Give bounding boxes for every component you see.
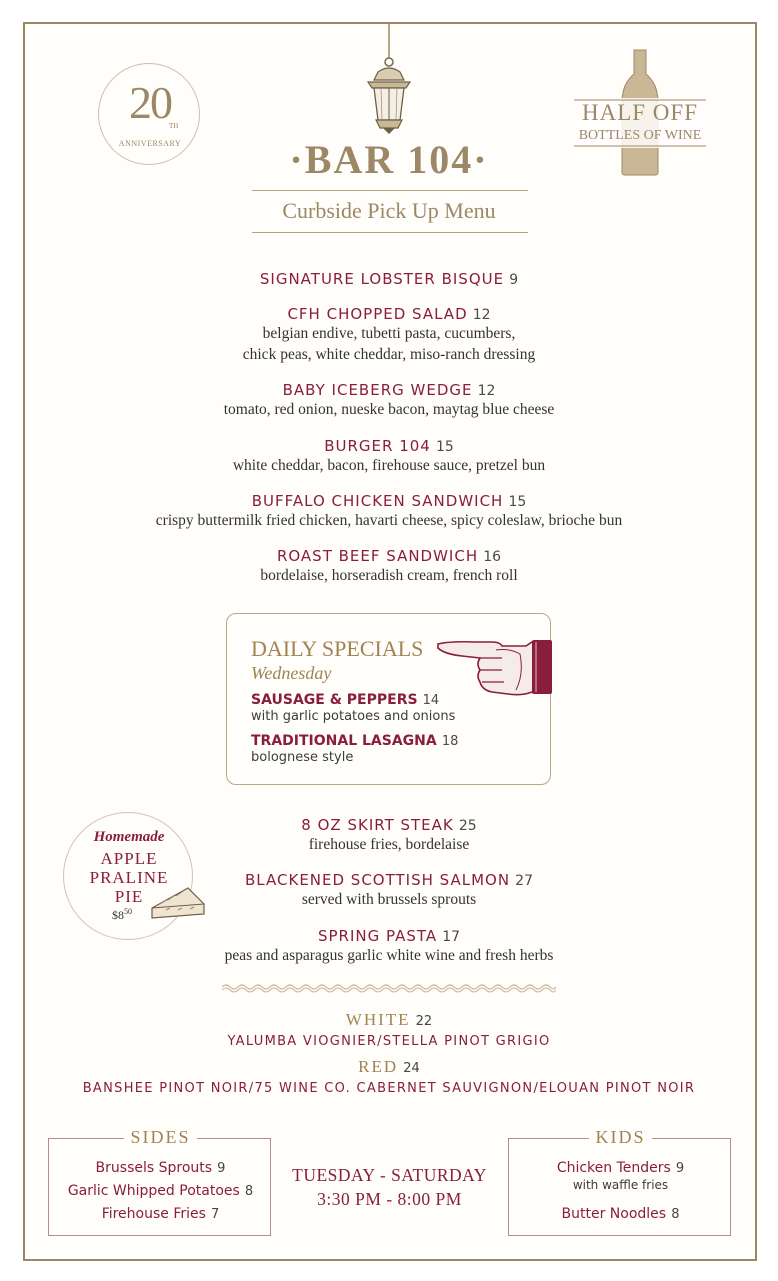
side-price: 8 — [244, 1184, 254, 1199]
item-price: 16 — [483, 549, 502, 565]
menu-subtitle: Curbside Pick Up Menu — [282, 198, 496, 223]
side-item — [49, 1157, 272, 1176]
dessert-price — [112, 907, 132, 923]
wine-white-list: YALUMBA VIOGNIER/STELLA PINOT GRIGIO — [227, 1034, 551, 1049]
lantern-icon — [352, 24, 426, 136]
menu-item — [0, 304, 778, 323]
pointing-hand-icon — [436, 634, 554, 700]
item-price: 12 — [472, 307, 491, 323]
special-item — [251, 689, 439, 708]
side-name: Brussels Sprouts — [95, 1160, 213, 1176]
menu-item — [0, 436, 778, 455]
wavy-divider — [222, 980, 556, 994]
item-desc: served with brussels sprouts — [301, 891, 477, 908]
item-price: 25 — [458, 818, 477, 834]
special-desc: with garlic potatoes and onions — [251, 709, 456, 724]
hours-days: TUESDAY - SATURDAY — [292, 1165, 487, 1185]
wine-red-list: BANSHEE PINOT NOIR/75 WINE CO. CABERNET SAUVIGNON/ELOUAN PINOT NOIR — [82, 1081, 696, 1096]
dessert-name-line: PRALINE — [89, 868, 169, 887]
special-name: SAUSAGE & PEPPERS — [251, 692, 418, 708]
menu-item — [0, 546, 778, 565]
item-desc: white cheddar, bacon, firehouse sauce, pretzel bun — [232, 457, 546, 474]
side-name: Firehouse Fries — [101, 1206, 206, 1222]
item-name: SIGNATURE LOBSTER BISQUE — [259, 270, 505, 288]
special-desc: bolognese style — [251, 750, 354, 765]
kids-price: 9 — [675, 1161, 685, 1176]
specials-title: DAILY SPECIALS — [251, 636, 424, 661]
item-price: 27 — [515, 873, 533, 889]
dessert-name-line: APPLE — [100, 849, 158, 868]
anniversary-number: 20 — [129, 77, 171, 128]
dessert-price-dollars: $8 — [112, 908, 124, 922]
item-name: 8 OZ SKIRT STEAK — [301, 816, 454, 834]
side-name: Garlic Whipped Potatoes — [67, 1183, 240, 1199]
kids-box — [508, 1127, 731, 1236]
item-name: ROAST BEEF SANDWICH — [276, 547, 479, 565]
item-price: 15 — [435, 439, 454, 455]
wine-red-heading — [0, 1057, 778, 1077]
item-name: BUFFALO CHICKEN SANDWICH — [251, 492, 504, 510]
side-item — [49, 1180, 272, 1199]
kids-heading-wrap — [509, 1127, 732, 1148]
menu-item — [0, 870, 778, 889]
item-desc: chick peas, white cheddar, miso-ranch dressing — [242, 346, 536, 363]
specials-day: Wednesday — [251, 663, 332, 683]
special-item — [251, 730, 458, 749]
item-name: CFH CHOPPED SALAD — [287, 305, 468, 323]
item-price: 15 — [508, 494, 527, 510]
kids-item — [509, 1157, 732, 1176]
sides-title: SIDES — [124, 1127, 196, 1147]
kids-name: Chicken Tenders — [556, 1160, 671, 1176]
side-price: 7 — [211, 1207, 220, 1222]
item-name: SPRING PASTA — [317, 927, 438, 945]
wine-red-price: 24 — [403, 1061, 420, 1076]
item-price: 12 — [477, 383, 496, 399]
item-desc: peas and asparagus garlic white wine and fresh herbs — [224, 947, 554, 964]
item-price: 9 — [509, 272, 519, 288]
sides-box — [48, 1127, 271, 1236]
side-item — [49, 1203, 272, 1222]
wine-white-heading — [0, 1010, 778, 1030]
side-price: 9 — [217, 1161, 226, 1176]
hours-times: 3:30 PM - 8:00 PM — [317, 1189, 462, 1209]
anniversary-label: ANNIVERSARY — [118, 139, 182, 148]
kids-item — [509, 1203, 732, 1222]
menu-item — [0, 491, 778, 510]
kids-name: Butter Noodles — [561, 1206, 667, 1222]
special-price: 18 — [441, 734, 459, 749]
menu-item — [0, 269, 778, 288]
special-name: TRADITIONAL LASAGNA — [251, 733, 437, 749]
wine-white-price: 22 — [415, 1014, 433, 1029]
wine-red-label: RED — [358, 1057, 399, 1076]
item-name: BLACKENED SCOTTISH SALMON — [245, 871, 511, 889]
title-rule-bottom — [252, 232, 528, 233]
kids-note: with waffle fries — [572, 1178, 669, 1192]
wine-white-label: WHITE — [345, 1010, 411, 1029]
item-desc: belgian endive, tubetti pasta, cucumbers, — [262, 325, 516, 342]
item-desc: crispy buttermilk fried chicken, havarti cheese, spicy coleslaw, brioche bun — [155, 512, 623, 529]
kids-title: KIDS — [589, 1127, 651, 1147]
menu-item — [0, 815, 778, 834]
restaurant-title: ·BAR 104· — [289, 137, 489, 182]
item-desc: tomato, red onion, nueske bacon, maytag blue cheese — [223, 401, 555, 418]
menu-item — [0, 926, 778, 945]
item-desc: bordelaise, horseradish cream, french roll — [260, 567, 518, 584]
special-price: 14 — [422, 693, 440, 708]
dessert-homemade: Homemade — [93, 829, 165, 845]
title-rule-top — [252, 190, 528, 191]
dessert-price-cents: 50 — [124, 907, 132, 916]
sides-heading-wrap — [49, 1127, 272, 1148]
menu-item — [0, 380, 778, 399]
promo-bottles: BOTTLES OF WINE — [578, 128, 702, 143]
promo-half-off: HALF OFF — [581, 100, 698, 125]
item-name: BABY ICEBERG WEDGE — [282, 381, 473, 399]
dessert-name-line: PIE — [114, 887, 144, 906]
anniversary-suffix: TH — [169, 122, 179, 130]
item-price: 17 — [442, 929, 461, 945]
item-name: BURGER 104 — [324, 437, 431, 455]
item-desc: firehouse fries, bordelaise — [308, 836, 470, 853]
kids-price: 8 — [671, 1207, 680, 1222]
